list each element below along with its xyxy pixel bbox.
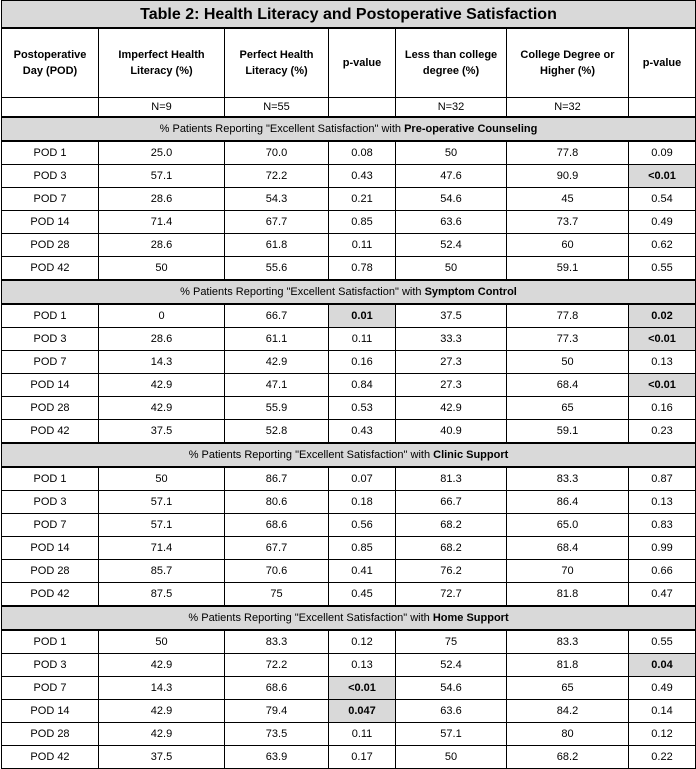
row-label: POD 1: [2, 467, 99, 491]
section-header-row: [2, 117, 696, 141]
table-cell: 0.43: [329, 420, 396, 444]
table-cell: 81.8: [507, 583, 629, 607]
table-cell: 0.18: [329, 491, 396, 514]
table-cell: 54.6: [396, 188, 507, 211]
table-cell: 25.0: [99, 141, 225, 165]
section-title-prefix: % Patients Reporting "Excellent Satisfaction" with: [180, 285, 425, 298]
section-title-prefix: % Patients Reporting "Excellent Satisfaction" with: [188, 611, 433, 624]
table-cell: 50: [507, 351, 629, 374]
row-label: POD 1: [2, 304, 99, 328]
table-cell: 77.8: [507, 304, 629, 328]
table-cell: 0.41: [329, 560, 396, 583]
table-cell: 87.5: [99, 583, 225, 607]
table-cell: 81.8: [507, 654, 629, 677]
table-cell: 0.54: [629, 188, 696, 211]
table-cell: 0.49: [629, 211, 696, 234]
table-cell: 55.6: [225, 257, 329, 281]
table-cell: <0.01: [329, 677, 396, 700]
table-cell: 52.4: [396, 234, 507, 257]
table-cell: 0.66: [629, 560, 696, 583]
table-row: [2, 560, 696, 583]
table-cell: 65: [507, 677, 629, 700]
table-cell: 85.7: [99, 560, 225, 583]
table-cell: 0.55: [629, 257, 696, 281]
table-cell: 63.6: [396, 211, 507, 234]
header-college-or-higher: College Degree or Higher (%): [507, 28, 629, 98]
header-p-value-literacy: p-value: [329, 28, 396, 98]
table-cell: 55.9: [225, 397, 329, 420]
table-row: [2, 420, 696, 444]
table-cell: 68.6: [225, 514, 329, 537]
table-cell: 67.7: [225, 211, 329, 234]
table-cell: 0.22: [629, 746, 696, 769]
table-row: [2, 723, 696, 746]
table-cell: 50: [99, 630, 225, 654]
table-cell: 68.2: [507, 746, 629, 769]
table-cell: 60: [507, 234, 629, 257]
table-row: [2, 746, 696, 769]
n-cell: [329, 98, 396, 118]
table-row: [2, 165, 696, 188]
row-label: POD 14: [2, 537, 99, 560]
table-row: [2, 630, 696, 654]
table-cell: 0.13: [629, 351, 696, 374]
table-cell: 0.47: [629, 583, 696, 607]
table-cell: 0.21: [329, 188, 396, 211]
n-cell: N=9: [99, 98, 225, 118]
table-cell: 73.7: [507, 211, 629, 234]
table-cell: 80.6: [225, 491, 329, 514]
table-cell: 50: [396, 141, 507, 165]
table-cell: 79.4: [225, 700, 329, 723]
table-cell: 83.3: [507, 467, 629, 491]
table-row: [2, 467, 696, 491]
table-cell: 42.9: [99, 654, 225, 677]
table-cell: 72.7: [396, 583, 507, 607]
section-title-prefix: % Patients Reporting "Excellent Satisfaction" with: [188, 448, 434, 461]
section-title: [2, 117, 696, 141]
table-cell: 52.4: [396, 654, 507, 677]
table-cell: 0.16: [329, 351, 396, 374]
n-cell: [2, 98, 99, 118]
section-header-row: [2, 606, 696, 630]
table-row: [2, 514, 696, 537]
table-cell: 61.1: [225, 328, 329, 351]
table-cell: 57.1: [99, 514, 225, 537]
table-cell: 14.3: [99, 677, 225, 700]
table-row: [2, 234, 696, 257]
row-label: POD 14: [2, 211, 99, 234]
table-cell: 59.1: [507, 257, 629, 281]
table-title: Table 2: Health Literacy and Postoperative Satisfaction: [2, 1, 696, 29]
n-cell: N=32: [396, 98, 507, 118]
section-title: [2, 606, 696, 630]
table-cell: 0.11: [329, 723, 396, 746]
table-cell: 68.6: [225, 677, 329, 700]
table-cell: 84.2: [507, 700, 629, 723]
table-cell: 0.13: [629, 491, 696, 514]
table-cell: 28.6: [99, 188, 225, 211]
table-cell: 42.9: [225, 351, 329, 374]
table-cell: 0.13: [329, 654, 396, 677]
section-header-row: [2, 443, 696, 467]
table-cell: 42.9: [99, 700, 225, 723]
section-title: [2, 280, 696, 304]
row-label: POD 7: [2, 514, 99, 537]
header-row: [2, 28, 696, 98]
section-title: [2, 443, 696, 467]
table-row: [2, 304, 696, 328]
header-imperfect-literacy: Imperfect Health Literacy (%): [99, 28, 225, 98]
table-cell: 86.7: [225, 467, 329, 491]
table-cell: 0.01: [329, 304, 396, 328]
table-cell: 65: [507, 397, 629, 420]
table-cell: 0.08: [329, 141, 396, 165]
table-cell: 0.62: [629, 234, 696, 257]
table-cell: 47.6: [396, 165, 507, 188]
row-label: POD 28: [2, 560, 99, 583]
table-cell: 0.55: [629, 630, 696, 654]
table-row: [2, 141, 696, 165]
table-cell: 33.3: [396, 328, 507, 351]
title-row: [2, 1, 696, 29]
row-label: POD 42: [2, 420, 99, 444]
table-cell: 80: [507, 723, 629, 746]
table-cell: 0.49: [629, 677, 696, 700]
table-cell: 83.3: [507, 630, 629, 654]
table-cell: 28.6: [99, 328, 225, 351]
table-row: [2, 211, 696, 234]
table-row: [2, 374, 696, 397]
header-pod: Postoperative Day (POD): [2, 28, 99, 98]
table-cell: 68.4: [507, 374, 629, 397]
table-cell: 0.78: [329, 257, 396, 281]
table-cell: 0.12: [629, 723, 696, 746]
row-label: POD 7: [2, 351, 99, 374]
table-cell: 76.2: [396, 560, 507, 583]
table-cell: 59.1: [507, 420, 629, 444]
table-cell: 52.8: [225, 420, 329, 444]
table-cell: 0.17: [329, 746, 396, 769]
row-label: POD 14: [2, 700, 99, 723]
row-label: POD 7: [2, 677, 99, 700]
table-cell: 40.9: [396, 420, 507, 444]
table-row: [2, 328, 696, 351]
table-cell: 42.9: [99, 723, 225, 746]
table-cell: 0.04: [629, 654, 696, 677]
table-cell: 54.6: [396, 677, 507, 700]
section-header-row: [2, 280, 696, 304]
table-cell: 50: [396, 257, 507, 281]
row-label: POD 3: [2, 491, 99, 514]
table-cell: 27.3: [396, 351, 507, 374]
table-row: [2, 491, 696, 514]
table-cell: 68.4: [507, 537, 629, 560]
table-cell: 90.9: [507, 165, 629, 188]
section-title-topic: Pre-operative Counseling: [404, 122, 538, 135]
table-cell: 0.53: [329, 397, 396, 420]
row-label: POD 28: [2, 397, 99, 420]
table-cell: 37.5: [99, 746, 225, 769]
row-label: POD 42: [2, 257, 99, 281]
table-row: [2, 677, 696, 700]
table-cell: 0.84: [329, 374, 396, 397]
table-cell: <0.01: [629, 328, 696, 351]
table-cell: 86.4: [507, 491, 629, 514]
table-cell: 75: [396, 630, 507, 654]
table-cell: 0.047: [329, 700, 396, 723]
table-cell: 73.5: [225, 723, 329, 746]
table-cell: 57.1: [99, 165, 225, 188]
table-cell: 83.3: [225, 630, 329, 654]
table-cell: 57.1: [396, 723, 507, 746]
table-cell: 0.02: [629, 304, 696, 328]
table-cell: 42.9: [396, 397, 507, 420]
table-cell: 0.56: [329, 514, 396, 537]
table-cell: 68.2: [396, 514, 507, 537]
row-label: POD 3: [2, 328, 99, 351]
table-cell: 0.07: [329, 467, 396, 491]
row-label: POD 7: [2, 188, 99, 211]
table-cell: 0.14: [629, 700, 696, 723]
row-label: POD 42: [2, 746, 99, 769]
table-cell: 0.85: [329, 211, 396, 234]
row-label: POD 3: [2, 165, 99, 188]
table-cell: 71.4: [99, 211, 225, 234]
table-row: [2, 583, 696, 607]
table-cell: 54.3: [225, 188, 329, 211]
table-cell: 0.23: [629, 420, 696, 444]
table-cell: 61.8: [225, 234, 329, 257]
header-p-value-education: p-value: [629, 28, 696, 98]
table-cell: 0: [99, 304, 225, 328]
table-cell: 0.16: [629, 397, 696, 420]
table-cell: 0.11: [329, 234, 396, 257]
table-cell: 81.3: [396, 467, 507, 491]
table-cell: 65.0: [507, 514, 629, 537]
header-perfect-literacy: Perfect Health Literacy (%): [225, 28, 329, 98]
n-cell: [629, 98, 696, 118]
n-cell: N=55: [225, 98, 329, 118]
n-row: [2, 98, 696, 118]
row-label: POD 14: [2, 374, 99, 397]
table-cell: 77.8: [507, 141, 629, 165]
table-cell: 28.6: [99, 234, 225, 257]
table-row: [2, 351, 696, 374]
table-cell: 42.9: [99, 397, 225, 420]
table-body: [2, 1, 696, 769]
row-label: POD 42: [2, 583, 99, 607]
table-cell: 0.43: [329, 165, 396, 188]
table-cell: 37.5: [99, 420, 225, 444]
table-cell: 45: [507, 188, 629, 211]
table-cell: 27.3: [396, 374, 507, 397]
row-label: POD 28: [2, 234, 99, 257]
table-cell: 50: [396, 746, 507, 769]
table-row: [2, 537, 696, 560]
table-row: [2, 700, 696, 723]
section-title-topic: Home Support: [432, 611, 509, 624]
row-label: POD 28: [2, 723, 99, 746]
section-title-topic: Symptom Control: [424, 285, 517, 298]
table-cell: 70.0: [225, 141, 329, 165]
table-cell: 72.2: [225, 165, 329, 188]
table-cell: 0.85: [329, 537, 396, 560]
table-row: [2, 654, 696, 677]
table-cell: 71.4: [99, 537, 225, 560]
table-cell: 0.45: [329, 583, 396, 607]
table-cell: 70: [507, 560, 629, 583]
table-cell: 47.1: [225, 374, 329, 397]
section-title-prefix: % Patients Reporting "Excellent Satisfaction" with: [159, 122, 405, 135]
table-cell: 14.3: [99, 351, 225, 374]
table-cell: 0.87: [629, 467, 696, 491]
header-less-than-college: Less than college degree (%): [396, 28, 507, 98]
table-cell: 37.5: [396, 304, 507, 328]
row-label: POD 1: [2, 630, 99, 654]
table-cell: 42.9: [99, 374, 225, 397]
table-cell: <0.01: [629, 374, 696, 397]
table-cell: 66.7: [225, 304, 329, 328]
table-cell: 68.2: [396, 537, 507, 560]
table-cell: <0.01: [629, 165, 696, 188]
table-row: [2, 188, 696, 211]
table-cell: 67.7: [225, 537, 329, 560]
table-cell: 77.3: [507, 328, 629, 351]
table-row: [2, 257, 696, 281]
satisfaction-table: [1, 0, 696, 769]
section-title-topic: Clinic Support: [433, 448, 509, 461]
table-cell: 66.7: [396, 491, 507, 514]
n-cell: N=32: [507, 98, 629, 118]
table-cell: 63.9: [225, 746, 329, 769]
table-cell: 0.83: [629, 514, 696, 537]
table-cell: 0.09: [629, 141, 696, 165]
table-cell: 50: [99, 257, 225, 281]
row-label: POD 3: [2, 654, 99, 677]
table-cell: 0.12: [329, 630, 396, 654]
table-cell: 0.99: [629, 537, 696, 560]
table-cell: 63.6: [396, 700, 507, 723]
table-cell: 0.11: [329, 328, 396, 351]
table-row: [2, 397, 696, 420]
table-cell: 57.1: [99, 491, 225, 514]
table-cell: 72.2: [225, 654, 329, 677]
table-cell: 75: [225, 583, 329, 607]
table-cell: 70.6: [225, 560, 329, 583]
row-label: POD 1: [2, 141, 99, 165]
table-cell: 50: [99, 467, 225, 491]
